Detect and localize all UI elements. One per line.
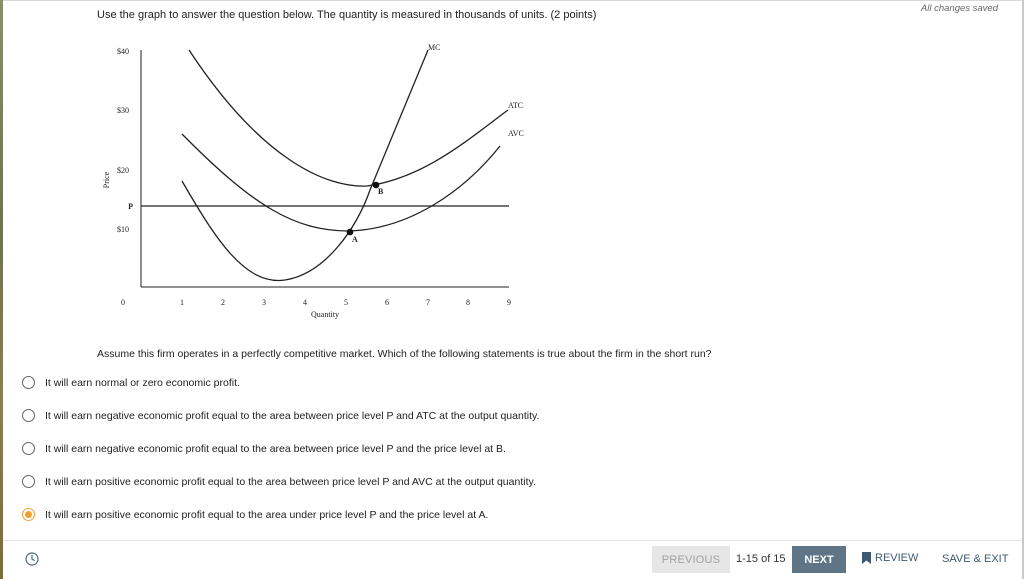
bookmark-icon <box>862 552 871 564</box>
x-tick-label: 5 <box>344 298 348 307</box>
answer-text: It will earn normal or zero economic profit. <box>45 376 240 389</box>
answer-option-3[interactable] <box>22 442 506 455</box>
y-tick-label: $30 <box>117 106 129 115</box>
radio-button[interactable] <box>22 376 35 389</box>
save-status: All changes saved <box>920 3 998 14</box>
answer-option-2[interactable] <box>22 409 539 422</box>
y-tick-label: $20 <box>117 166 129 175</box>
window-edge <box>0 0 3 579</box>
answer-text: It will earn negative economic profit equal to the area between price level P and the price level at B. <box>45 442 506 455</box>
x-tick-label: 7 <box>426 298 430 307</box>
answer-text: It will earn positive economic profit equal to the area under price level P and the price level at A. <box>45 508 489 521</box>
answer-text: It will earn positive economic profit equal to the area between price level P and AVC at the output quantity. <box>45 475 536 488</box>
top-divider <box>3 0 1022 1</box>
answer-option-4[interactable] <box>22 475 536 488</box>
avc-label: AVC <box>508 129 524 138</box>
x-tick-label: 2 <box>221 298 225 307</box>
next-button[interactable]: NEXT <box>792 546 846 573</box>
radio-button[interactable] <box>22 442 35 455</box>
atc-label: ATC <box>508 101 524 110</box>
previous-button[interactable]: PREVIOUS <box>652 546 730 573</box>
footer-divider <box>3 540 1022 541</box>
x-tick-label: 6 <box>385 298 389 307</box>
x-tick-label: 9 <box>507 298 511 307</box>
y-axis-title: Price <box>102 171 111 189</box>
y-tick-label: $10 <box>117 225 129 234</box>
question-counter: 1-15 of 15 <box>736 553 786 565</box>
radio-button-selected[interactable] <box>22 508 35 521</box>
x-axis-title: Quantity <box>311 310 339 319</box>
question-text: Use the graph to answer the question below. The quantity is measured in thousands of units. (2 points) <box>97 9 597 21</box>
review-button[interactable] <box>862 552 918 564</box>
mc-curve <box>182 50 428 281</box>
avc-curve <box>182 134 500 231</box>
save-exit-button[interactable]: SAVE & EXIT <box>942 553 1009 565</box>
y-tick-label-p: P <box>128 202 133 211</box>
x-tick-label: 8 <box>466 298 470 307</box>
mc-label: MC <box>428 43 441 52</box>
x-origin-label: 0 <box>121 298 125 307</box>
graph-svg <box>95 38 535 328</box>
answer-text: It will earn negative economic profit equal to the area between price level P and ATC at the output quantity. <box>45 409 540 422</box>
cost-curves-graph <box>95 38 535 328</box>
clock-icon[interactable] <box>25 552 39 566</box>
radio-button[interactable] <box>22 475 35 488</box>
review-label: REVIEW <box>875 552 919 564</box>
y-tick-label: $40 <box>117 47 129 56</box>
radio-dot <box>25 511 32 518</box>
radio-button[interactable] <box>22 409 35 422</box>
point-b-label: B <box>378 187 384 196</box>
x-tick-label: 1 <box>180 298 184 307</box>
answer-option-1[interactable] <box>22 376 240 389</box>
x-tick-label: 4 <box>303 298 307 307</box>
atc-curve <box>189 50 508 186</box>
answer-option-5[interactable] <box>22 508 488 521</box>
question-prompt: Assume this firm operates in a perfectly competitive market. Which of the following statements is true about the firm in the short run? <box>97 348 712 360</box>
x-tick-label: 3 <box>262 298 266 307</box>
point-a-label: A <box>352 235 358 244</box>
